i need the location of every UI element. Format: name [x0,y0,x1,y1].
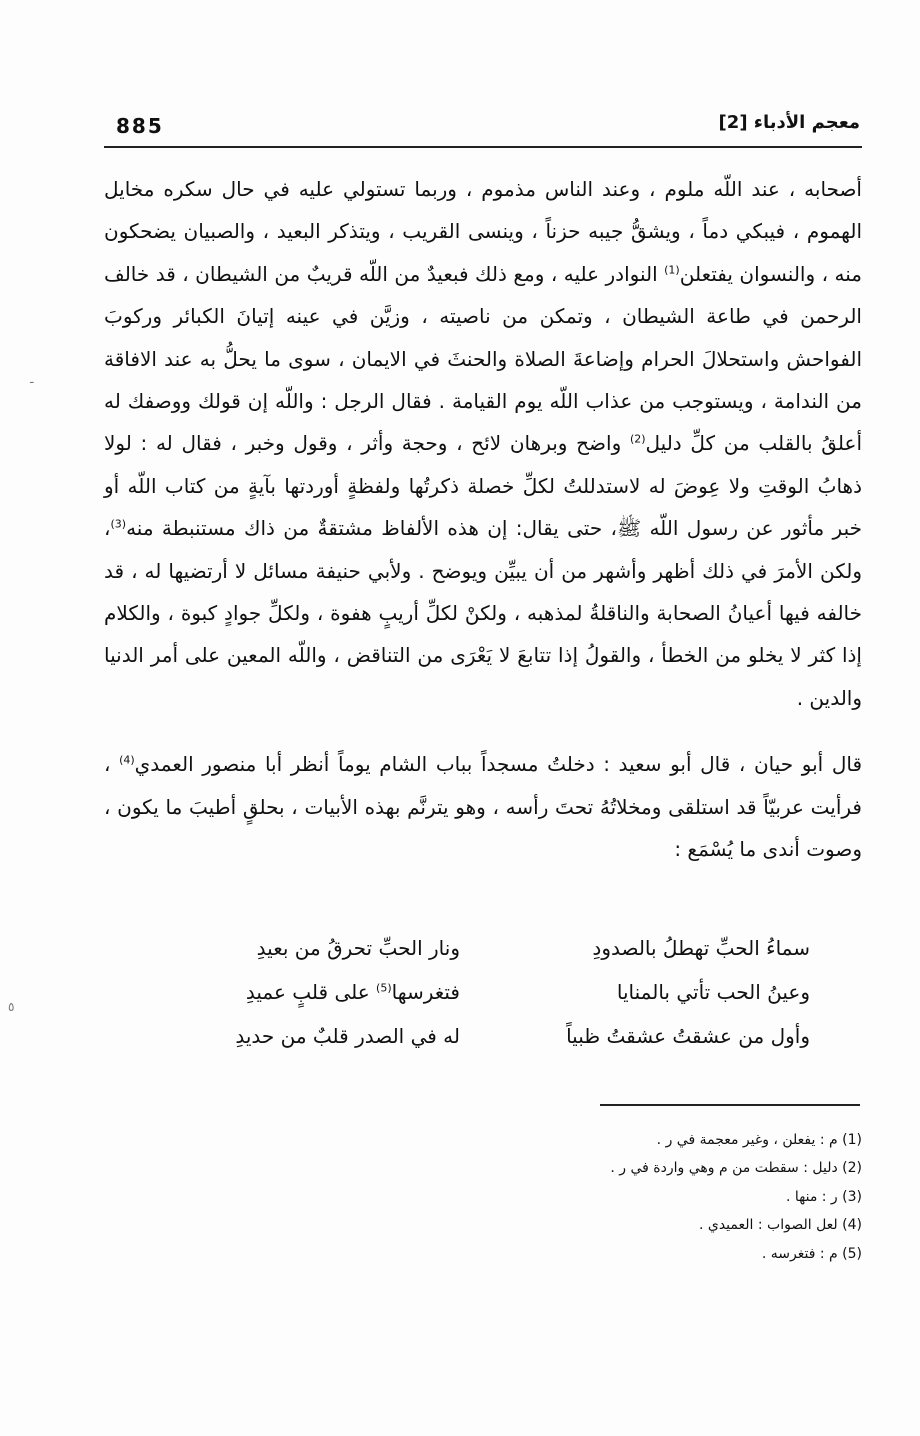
paragraph-2 [104,743,862,870]
paragraph-1-part-d: ، ولكن الأمرَ في ذلك أظهر وأشهر من أن يبيِّن ويوضح . ولأبي حنيفة مسائل لا أرتضيها له ، قد خالفه فيها أعيانُ الصحابة والناقلةُ لمذهبه ، ولكنْ لكلِّ أريبٍ هفوة ، ولكلِّ جوادٍ كبوة ، والكلام إذا كثر لا يخلو من الخطأ ، والقولُ إذا تتابعَ لا يَعْرَى من التناقض ، واللّه المعين على أمر الدنيا والدين . [104,516,862,710]
paragraph-2-part-a: قال أبو حيان ، قال أبو سعيد : دخلتُ مسجداً بباب الشام يوماً أنظر أبا منصور العمدي [134,752,863,777]
paragraph-2-part-b: ، فرأيت عربيّاً قد استلقى ومخلاتُهُ تحتَ رأسه ، وهو يترنَّم بهذه الأبيات ، بحلقٍ أطيبَ ما يكون ، وصوت أندى ما يُسْمَع : [104,752,862,862]
verse-first-hemistich: سماءُ الحبِّ تهطلُ بالصدودِ [592,936,810,960]
verse-second-hemistich-part-a: فتغرسها [391,980,460,1004]
verse-second-hemistich-part-b: على قلبٍ عميدِ [245,980,377,1004]
paragraph-1-part-a: أصحابه ، عند اللّه ملوم ، وعند الناس مذموم ، وربما تستولي عليه في حال سكره مخايل الهموم ، فيبكي دماً ، ويشقُّ جيبه حزناً ، وينسى القريب ، ويتذكر البعيد ، والصبيان يضحكون منه ، والنسوان يفتعلن [104,177,862,286]
running-title: معجم الأدباء [2] [718,112,860,133]
footnote: (1) م : يفعلن ، وغير معجمة في ر . [656,1132,862,1148]
verse-second-hemistich [150,980,460,1004]
poem [150,936,810,1068]
page-header [104,112,864,142]
verse-second-hemistich: ونار الحبِّ تحرقُ من بعيدِ [256,936,460,960]
footnote: (5) م : فتغرسه . [761,1245,862,1262]
margin-mark: ٥ [8,1000,15,1014]
poem-verse [150,980,810,1024]
footnote-mark-5: (5) [376,981,392,995]
poem-verse [150,936,810,980]
paragraph-1-part-c: واضح وبرهان لائح ، وحجة وأثر ، وقول وخبر ، فقال له : لولا ذهابُ الوقتِ ولا عِوضَ له لاستدللتُ لكلِّ خصلة ذكرتُها ولفظةٍ أوردتها بآيةٍ من كتاب اللّه أو خبر مأثور عن رسول اللّه ﷺ، حتى يقال: إن هذه الألفاظ مشتقةٌ من ذاك مستنبطة منه [104,431,862,541]
paragraph-1 [104,168,862,719]
footnote: (2) دليل : سقطت من م وهي واردة في ر . [610,1160,862,1177]
footnote-mark-3: (3) [110,517,127,531]
paragraph-1-part-b: النوادر عليه ، ومع ذلك فبعيدٌ من اللّه قريبٌ من الشيطان ، قد خالف الرحمن في طاعة الشيطان ، وتمكن من ناصيته ، وزيَّن في عينه إتيانَ الكبائر وركوبَ الفواحش واستحلالَ الحرام وإضاعةَ الصلاة والحنثَ في الايمان ، سوى ما يحلُّ به عند الافاقة من الندامة ، ويستوجب من عذاب اللّه يوم القيامة . فقال الرجل : واللّه إن قولك ووصفك له أعلقُ بالقلب من كلِّ دليل [104,261,862,456]
verse-first-hemistich: وعينُ الحب تأتي بالمنايا [616,980,810,1004]
footnote-mark-2: (2) [629,432,646,446]
footnote: (3) ر : منها . [785,1188,862,1205]
verse-first-hemistich: وأول من عشقتُ عشقتُ ظبياً [566,1024,810,1048]
body-text [104,168,862,871]
footnote-rule [600,1104,860,1106]
footnote: (4) لعل الصواب : العميدي . [698,1217,862,1234]
page-number: 885 [116,114,164,138]
margin-mark: ـ [30,372,34,386]
footnote-mark-1: (1) [664,263,680,277]
footnote-mark-4: (4) [119,753,135,767]
header-rule [104,146,862,148]
poem-verse [150,1024,810,1068]
footnotes [560,1126,862,1268]
verse-second-hemistich: له في الصدر قلبٌ من حديدِ [235,1024,460,1048]
